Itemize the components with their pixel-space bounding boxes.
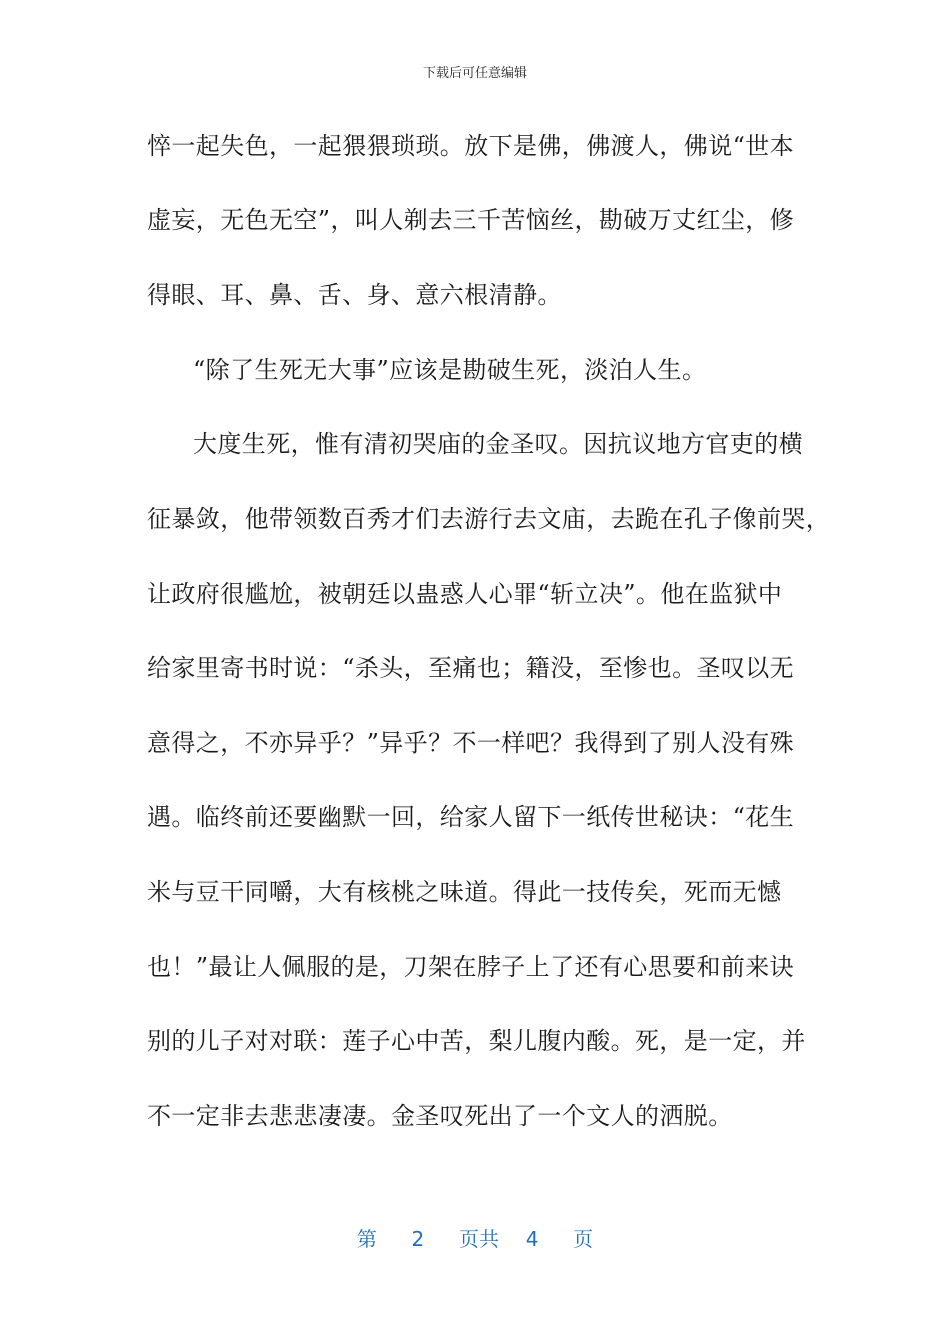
text-line-7: 让政府很尴尬，被朝廷以蛊惑人心罪“斩立决”。他在监狱中 [147,580,783,608]
paragraph-2: “除了生死无大事”应该是勘破生死，淡泊人生。 [193,356,707,384]
page-footer [0,1226,950,1252]
text-line-8: 给家里寄书时说：“杀头，至痛也；籍没，至惨也。圣叹以无 [147,654,795,682]
text-line-13: 别的儿子对对联：莲子心中苦，梨儿腹内酸。死，是一定，并 [147,1027,806,1055]
total-pages-number: 4 [525,1227,539,1251]
footer-suffix: 页 [573,1227,594,1251]
text-line-14: 不一定非去悲悲凄凄。金圣叹死出了一个文人的洒脱。 [147,1102,733,1130]
text-line-12: 也！”最让人佩服的是，刀架在脖子上了还有心思要和前来诀 [147,953,795,981]
paragraph-3-line-1: 大度生死，惟有清初哭庙的金圣叹。因抗议地方官吏的横 [193,430,803,458]
text-line-1: 悴一起失色，一起猥猥琐琐。放下是佛，佛渡人，佛说“世本 [147,132,795,160]
text-line-10: 遇。临终前还要幽默一回，给家人留下一纸传世秘诀：“花生 [147,803,795,831]
current-page-number: 2 [411,1227,425,1251]
text-line-9: 意得之，不亦异乎？”异乎？不一样吧？我得到了别人没有殊 [147,729,795,757]
text-line-3: 得眼、耳、鼻、舌、身、意六根清静。 [147,281,562,309]
text-line-2: 虚妄，无色无空”，叫人剃去三千苦恼丝，勘破万丈红尘，修 [147,206,795,234]
text-line-11: 米与豆干同嚼，大有核桃之味道。得此一技传矣，死而无憾 [147,878,782,906]
text-line-6: 征暴敛，他带领数百秀才们去游行去文庙，去跪在孔子像前哭， [147,505,831,533]
footer-prefix: 第 [356,1227,377,1251]
page-header: 下载后可任意编辑 [422,66,527,81]
footer-middle: 页共 [459,1227,499,1251]
